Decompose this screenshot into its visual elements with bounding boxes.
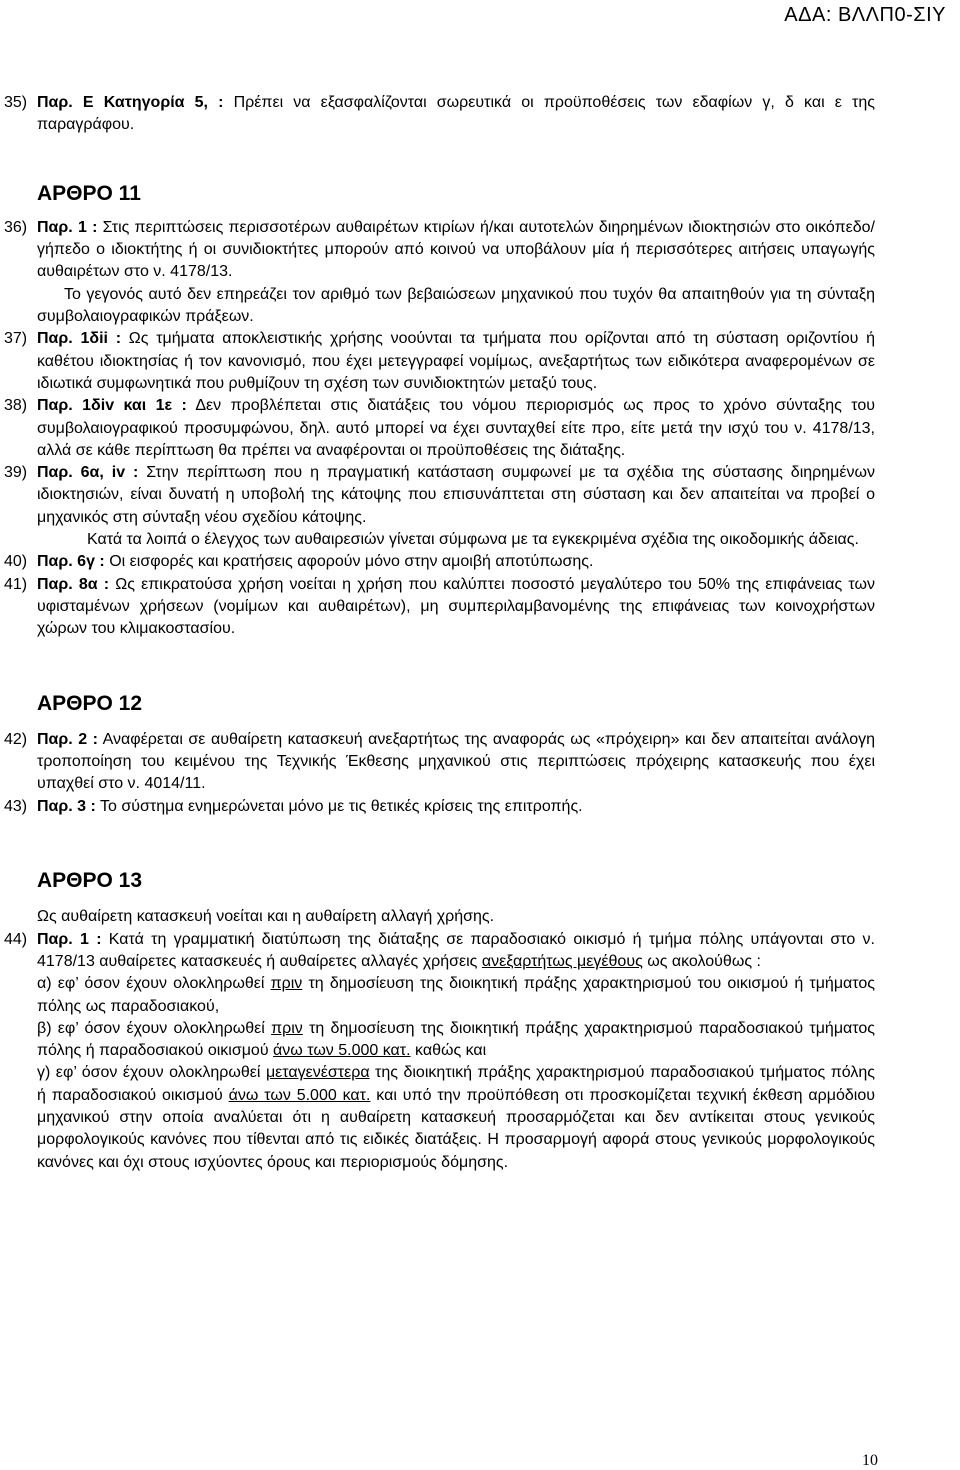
item-number: 37)	[4, 330, 28, 348]
item-37	[4, 328, 875, 395]
article-13-intro: Ως αυθαίρετη κατασκευή νοείται και η αυθαίρετη αλλαγή χρήσης.	[37, 908, 495, 926]
item-number: 43)	[4, 797, 28, 815]
item-text: Οι εισφορές και κρατήσεις αφορούν μόνο στην αμοιβή αποτύπωσης.	[104, 553, 594, 571]
item-41	[4, 574, 876, 641]
case-text: γ) εφ’ όσον έχουν ολοκληρωθεί	[37, 1064, 266, 1082]
case-text: α) εφ’ όσον έχουν ολοκληρωθεί	[37, 975, 271, 993]
page-number: 10	[862, 1452, 878, 1469]
item-lead: Παρ. 1 :	[37, 930, 102, 948]
item-text: Στις περιπτώσεις περισσοτέρων αυθαιρέτων κτιρίων ή/και αυτοτελών διηρημένων ιδιοκτησιών στο οικόπεδο/γήπεδο ο ιδιοκτήτης ή οι συνιδιοκτήτες μπορούν από κοινού να υποβάλουν μία ή περισσότερες αιτήσεις υπαγωγής αυθαιρέτων στο ν. 4178/13.	[37, 218, 875, 281]
underlined-text: άνω των 5.000 κατ.	[228, 1086, 371, 1104]
item-43	[4, 796, 875, 818]
case-text: β) εφ’ όσον έχουν ολοκληρωθεί	[37, 1019, 272, 1037]
item-lead: Παρ. 6α, iv :	[37, 464, 139, 482]
item-text: Πρέπει να εξασφαλίζονται σωρευτικά οι προϋποθέσεις των εδαφίων γ, δ και ε της παραγράφου.	[37, 94, 875, 134]
underlined-text: άνω των 5.000 κατ.	[273, 1042, 411, 1060]
underlined-text: μεταγενέστερα	[265, 1064, 370, 1082]
item-lead: Παρ. 6γ :	[37, 553, 105, 571]
item-text: Κατά τη γραμματική διατύπωση της διάταξης σε παραδοσιακό οικισμό ή τμήμα πόλης υπάγονται στο ν. 4178/13 αυθαίρετες κατασκευές ή αυθαίρετες αλλαγές χρήσεις	[37, 930, 875, 970]
item-44-case-b	[37, 1018, 875, 1063]
item-40	[4, 551, 875, 573]
item-text: Αναφέρεται σε αυθαίρετη κατασκευή ανεξαρτήτως της αναφοράς ως «πρόχειρη» και δεν απαιτείται ανάλογη τροποποίηση του κειμένου της Τεχνικής Έκθεσης μηχανικού στις περιπτώσεις πρόχειρης κατασκευής που έχει υπαχθεί στο ν. 4014/11.	[37, 730, 876, 793]
item-lead: Παρ. 1δii :	[37, 330, 122, 348]
item-lead: Παρ. 2 :	[37, 730, 98, 748]
ada-code: ΑΔΑ: ΒΛΛΠ0-ΣΙΥ	[784, 4, 946, 26]
item-lead: Παρ. 1 :	[37, 218, 98, 236]
item-text: Το σύστημα ενημερώνεται μόνο με τις θετικές κρίσεις της επιτροπής.	[95, 797, 583, 815]
item-38	[4, 395, 875, 462]
case-text: τη δημοσίευση της διοικητική πράξης χαρακτηρισμού του οικισμού ή τμήματος πόλης ως παραδοσιακού,	[37, 975, 876, 1015]
item-39-continuation: Κατά τα λοιπά ο έλεγχος των αυθαιρεσιών γίνεται σύμφωνα με τα εγκεκριμένα σχέδια της οικοδομικής άδειας.	[87, 531, 859, 549]
article-13-heading: ΑΡΘΡΟ 13	[37, 869, 143, 893]
item-text: Ως τμήματα αποκλειστικής χρήσης νοούνται τα τμήματα που ορίζονται από τη σύσταση οριζοντίου ή καθέτου ιδιοκτησίας ή τον κανονισμό, που έχει μετεγγραφεί νομίμως, ανεξαρτήτως των ειδικότερα αναφερομένων σε ιδιωτικά συμφωνητικά που ρυθμίζουν τη σχέση των συνιδιοκτητών μεταξύ τους.	[37, 330, 875, 392]
item-text: ως ακολούθως :	[642, 952, 761, 970]
item-number: 40)	[4, 553, 28, 571]
item-text: Δεν προβλέπεται στις διατάξεις του νόμου περιορισμός ως προς το χρόνο σύνταξης του συμβολαιογραφικού προσυμφώνου, δηλ. αυτό μπορεί να έχει συνταχθεί είτε προ, είτε μετά την ισχύ του ν. 4178/13, αλλά σε κάθε περίπτωση θα πρέπει να αναφέρονται οι προϋποθέσεις της διάταξης.	[37, 397, 875, 459]
item-lead: Παρ. Ε Κατηγορία 5, :	[37, 94, 224, 111]
case-text: καθώς και	[410, 1042, 487, 1060]
item-number: 36)	[4, 218, 28, 236]
item-number: 38)	[4, 397, 28, 415]
item-lead: Παρ. 8α :	[37, 575, 110, 593]
item-number: 39)	[4, 464, 28, 482]
item-44	[4, 929, 875, 974]
item-number: 44)	[4, 930, 28, 948]
item-44-case-a	[37, 973, 875, 1018]
item-36-continuation: Το γεγονός αυτό δεν επηρεάζει τον αριθμό των βεβαιώσεων μηχανικού που τυχόν θα απαιτηθούν για τη σύνταξη συμβολαιογραφικών πράξεων.	[37, 285, 875, 326]
article-12-heading: ΑΡΘΡΟ 12	[37, 691, 143, 715]
case-text: και υπό την προϋπόθεση οτι προσκομίζεται τεχνική έκθεση αρμόδιου μηχανικού στην οποία αναλύεται ότι η αυθαίρετη κατασκευή προσαρμόζεται και δεν αντίκειται στους γενικούς μορφολογικούς κανόνες που τίθενται από τις ειδικές διατάξεις. Η προσαρμογή αφορά στους γενικούς μορφολογικούς κανόνες και όχι στους ισχύοντες όρους και περιορισμούς δόμησης.	[37, 1086, 875, 1171]
underlined-text: ανεξαρτήτως μεγέθους	[481, 952, 643, 970]
item-text: Στην περίπτωση που η πραγματική κατάσταση συμφωνεί με τα σχέδια της σύστασης διηρημένων ιδιοκτησιών, είναι δυνατή η υποβολή της κάτοψης που επισυνάπτεται στη σύσταση και δεν απαιτείται να προβεί ο μηχανικός στη σύνταξη νέου σχεδίου κάτοψης.	[37, 464, 875, 526]
item-text: Ως επικρατούσα χρήση νοείται η χρήση που καλύπτει ποσοστό μεγαλύτερο του 50% της επιφάνειας των υφισταμένων χρήσεων (νομίμων και αυθαιρέτων), μη συμπεριλαμβανομένης της επιφάνειας των κοινοχρήστων χώρων του κλιμακοστασίου.	[37, 575, 876, 638]
item-lead: Παρ. 1δiv και 1ε :	[37, 397, 187, 415]
item-36	[4, 217, 875, 284]
item-number: 42)	[4, 730, 28, 748]
item-number: 41)	[4, 575, 28, 593]
document-body	[4, 92, 876, 1174]
item-39	[4, 462, 875, 529]
case-text: της διοικητική πράξης χαρακτηρισμού παραδοσιακού τμήματος πόλης ή παραδοσιακού οικισμού	[37, 1064, 875, 1104]
item-number: 35)	[4, 94, 28, 111]
case-text: τη δημοσίευση της διοικητική πράξης χαρακτηρισμού παραδοσιακού τμήματος πόλης ή παραδοσιακού οικισμού	[37, 1019, 875, 1060]
item-44-case-c	[37, 1062, 875, 1173]
item-lead: Παρ. 3 :	[37, 797, 96, 815]
underlined-text: πριν	[271, 1019, 303, 1037]
item-35	[4, 92, 875, 137]
article-11-heading: ΑΡΘΡΟ 11	[37, 181, 141, 205]
item-42	[4, 729, 876, 796]
underlined-text: πριν	[270, 975, 303, 993]
